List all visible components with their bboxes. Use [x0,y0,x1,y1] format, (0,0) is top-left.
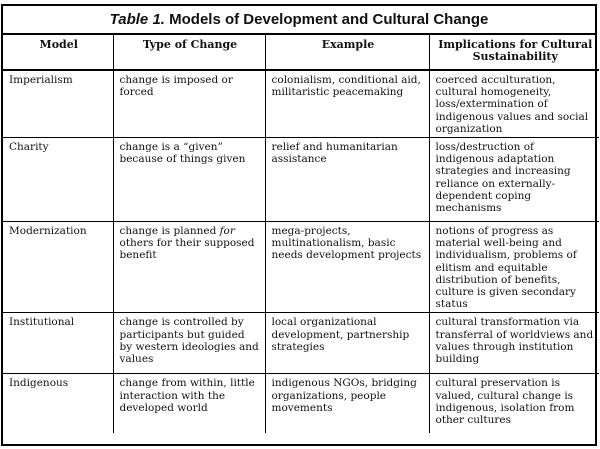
cell-type-of-change [113,222,265,313]
cell-model: Indigenous [3,374,113,433]
table-row-indigenous [3,374,599,433]
cell-implications: loss/destruction of indigenous adaptation strategies and increasing reliance on externally-dependent coping mechanisms [429,138,599,222]
table-caption [3,6,595,35]
cell-model: Institutional [3,313,113,374]
column-header-type-of-change: Type of Change [113,35,265,70]
column-header-implications: Implications for Cultural Sustainability [429,35,599,70]
cell-model: Charity [3,138,113,222]
table-caption-label: Table 1. [109,11,165,28]
cell-implications: notions of progress as material well-being and individualism, problems of elitism and equitable distribution of benefits, culture is given secondary status [429,222,599,313]
cell-implications: coerced acculturation, cultural homogeneity, loss/extermination of indigenous values and social organization [429,70,599,138]
cell-type-emphasis: for [219,225,235,238]
table-caption-title: Models of Development and Cultural Change [169,11,489,28]
cell-example: local organizational development, partnership strategies [265,313,429,374]
cell-example: colonialism, conditional aid, militaristic peacemaking [265,70,429,138]
table-row-charity [3,138,599,222]
cell-type-of-change: change is a “given” because of things given [113,138,265,222]
cell-model: Modernization [3,222,113,313]
development-models-table [3,35,599,433]
table-row-imperialism [3,70,599,138]
table-frame [1,4,597,446]
cell-type-of-change: change is controlled by participants but guided by western ideologies and values [113,313,265,374]
column-header-example: Example [265,35,429,70]
cell-type-of-change: change from within, little interaction with the developed world [113,374,265,433]
cell-example: relief and humanitarian assistance [265,138,429,222]
header-row [3,35,599,70]
cell-type-of-change: change is imposed or forced [113,70,265,138]
cell-implications: cultural transformation via transferral of worldviews and values through institution building [429,313,599,374]
table-row-modernization [3,222,599,313]
cell-model: Imperialism [3,70,113,138]
table-row-institutional [3,313,599,374]
column-header-model: Model [3,35,113,70]
cell-example: indigenous NGOs, bridging organizations, people movements [265,374,429,433]
cell-type-text-before: change is planned [119,225,220,238]
cell-example: mega-projects, multinationalism, basic needs development projects [265,222,429,313]
cell-type-text-after: others for their supposed benefit [119,237,255,262]
cell-implications: cultural preservation is valued, cultural change is indigenous, isolation from other cultures [435,377,575,427]
